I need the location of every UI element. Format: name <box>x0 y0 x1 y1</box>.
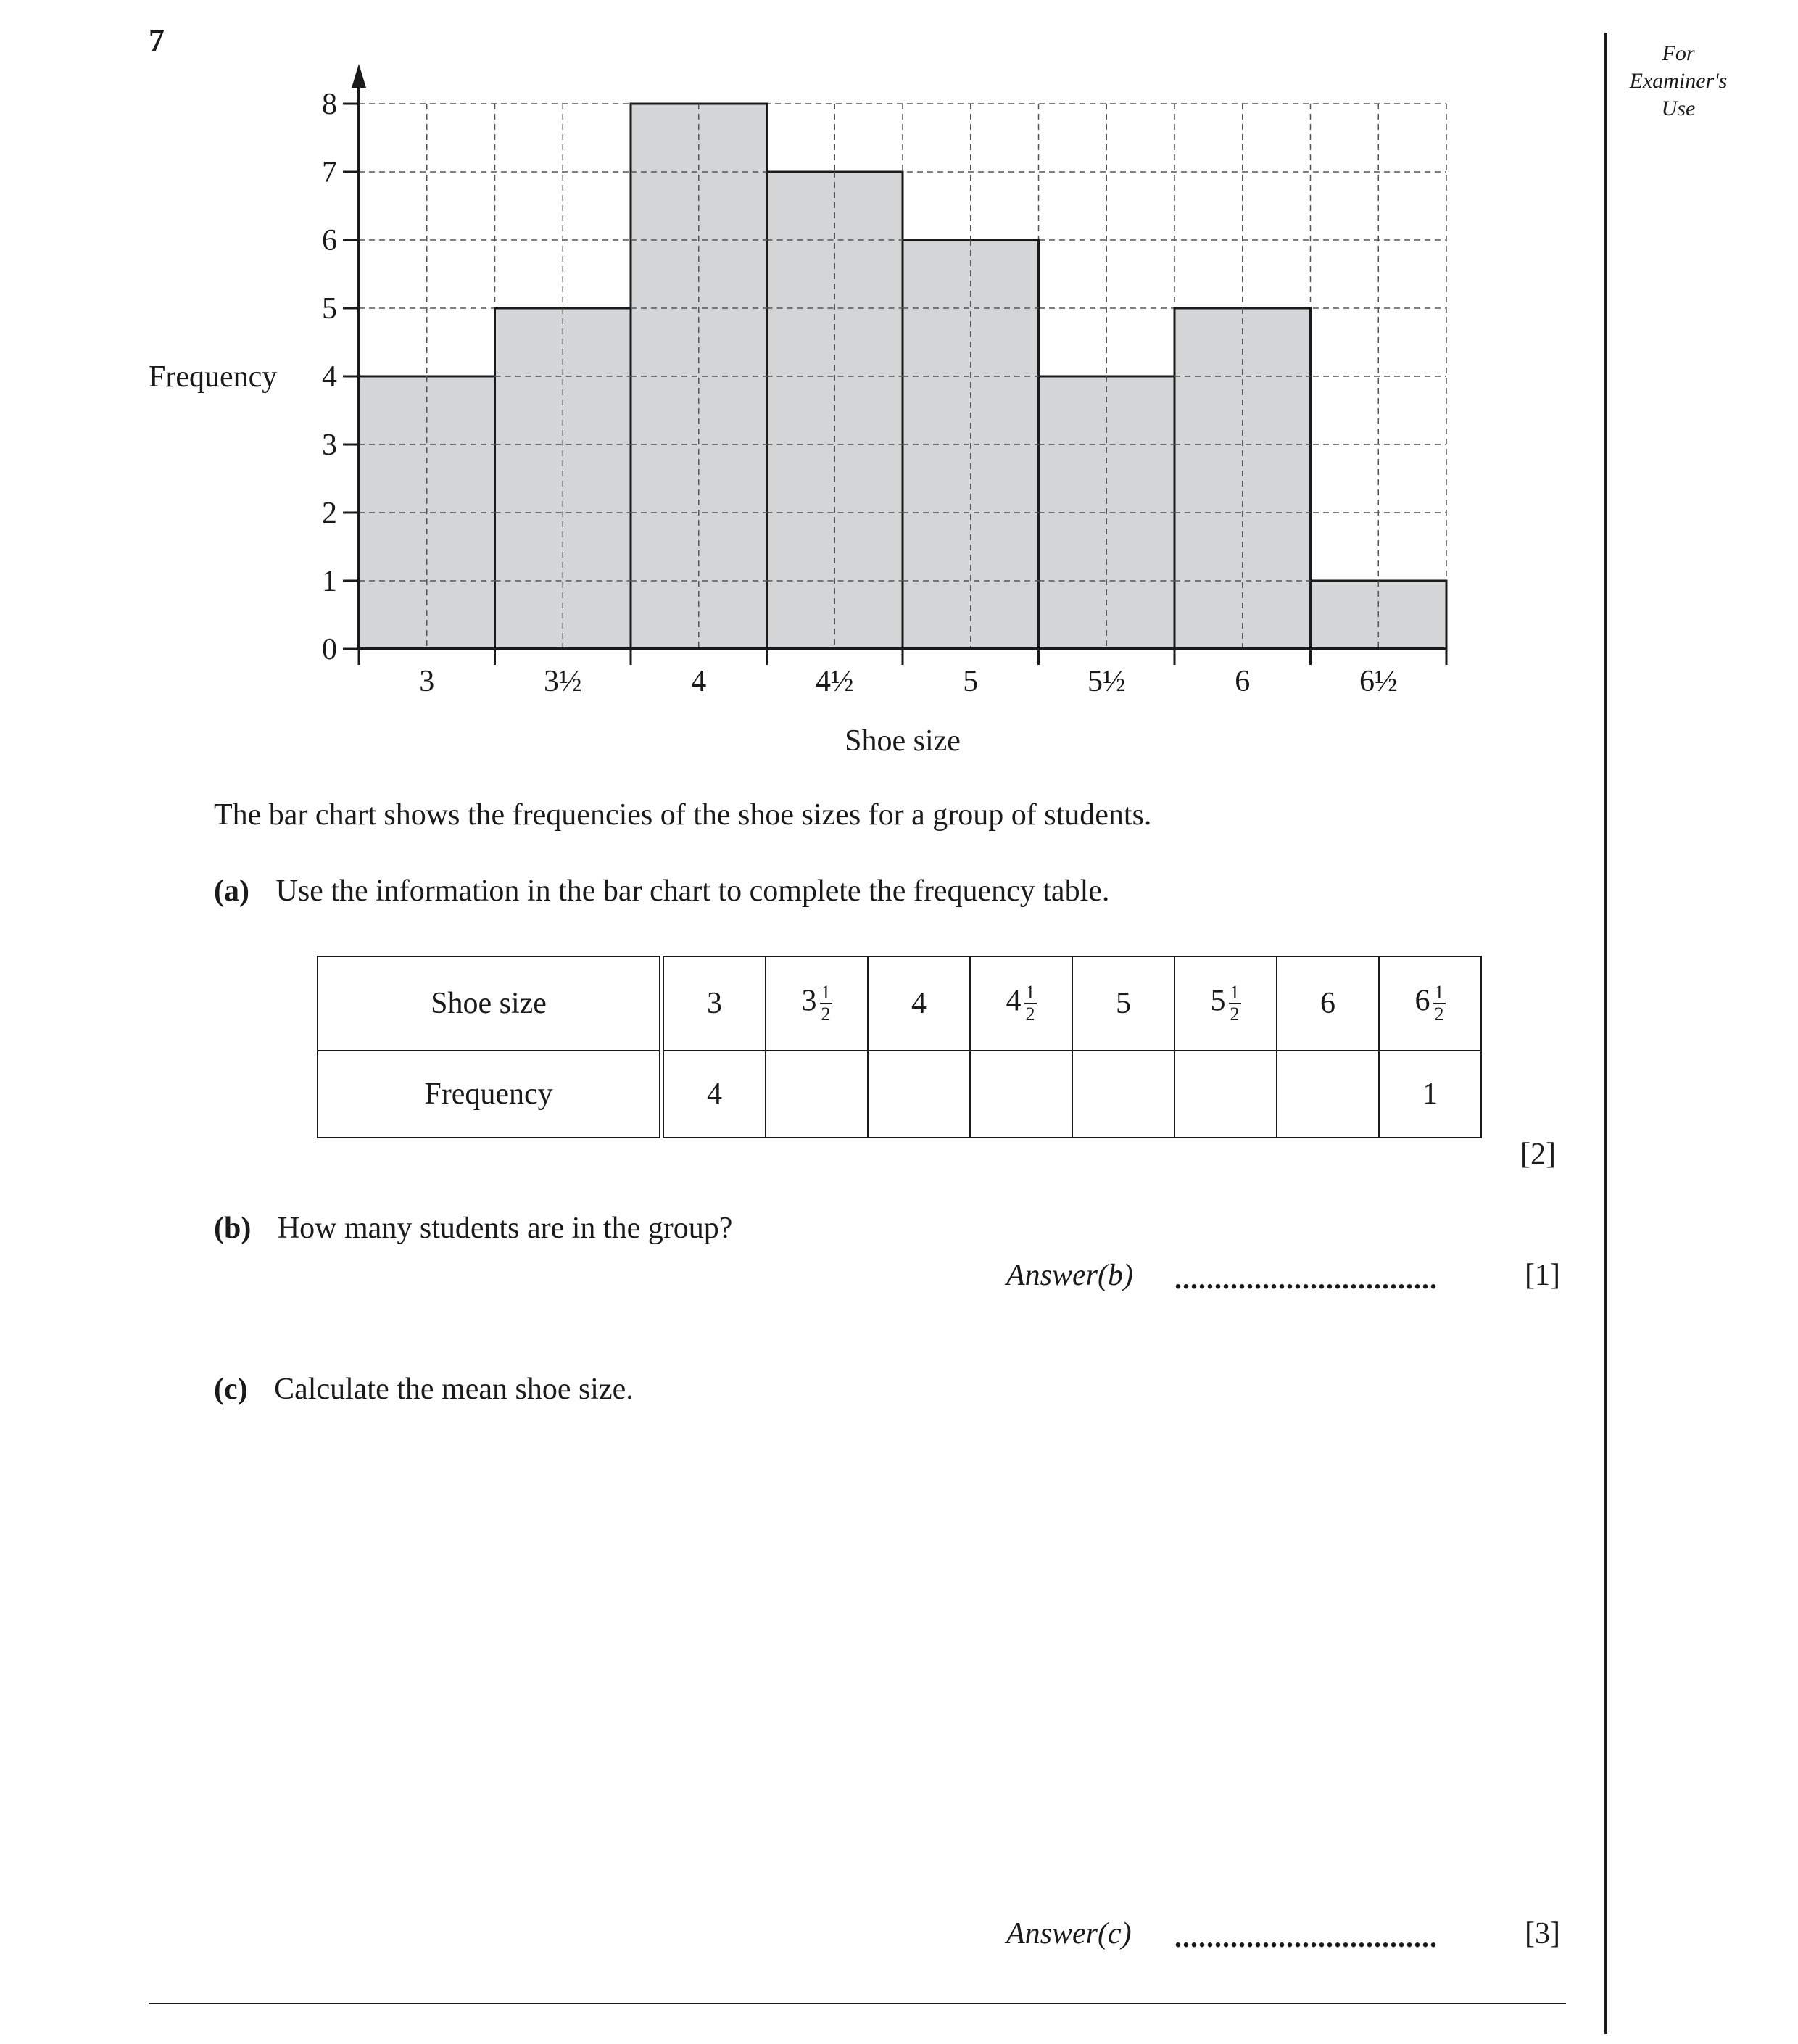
fraction-numerator: 1 <box>1230 982 1240 1003</box>
y-tick-label: 1 <box>322 565 337 598</box>
answer-c-field[interactable]: ................................. <box>1174 1921 1438 1953</box>
size-cell <box>662 956 766 1051</box>
examiner-line-3: Use <box>1661 96 1696 120</box>
fraction-denominator: 2 <box>1434 1004 1444 1025</box>
examiner-line-1: For <box>1662 41 1695 65</box>
y-tick-label: 4 <box>322 360 337 394</box>
x-axis-label: Shoe size <box>845 724 961 758</box>
size-whole: 5 <box>1116 987 1131 1020</box>
size-fraction <box>1433 982 1446 1025</box>
chart-bars <box>359 104 1446 649</box>
frequency-header: Frequency <box>318 1051 662 1138</box>
frequency-row <box>318 1051 1481 1138</box>
size-fraction <box>820 982 832 1025</box>
y-tick-label: 3 <box>322 429 337 462</box>
part-b-marks: [1] <box>1525 1259 1560 1292</box>
part-b-text: How many students are in the group? <box>277 1212 733 1245</box>
part-a-letter: (a) <box>214 874 249 908</box>
x-tick-label: 4 <box>691 665 707 698</box>
fraction-denominator: 2 <box>821 1004 831 1025</box>
x-tick-label: 3 <box>419 665 435 698</box>
frequency-cell[interactable] <box>970 1051 1072 1138</box>
x-tick-label: 5½ <box>1088 665 1126 698</box>
size-whole: 4 <box>1006 984 1022 1018</box>
part-c-marks: [3] <box>1525 1917 1560 1950</box>
answer-b-field[interactable]: ................................. <box>1174 1262 1438 1295</box>
size-fraction <box>1024 982 1037 1025</box>
frequency-cell[interactable] <box>1277 1051 1379 1138</box>
examiner-margin-rule <box>1604 33 1607 2034</box>
examiner-use-label <box>1613 40 1744 123</box>
fraction-denominator: 2 <box>1025 1004 1035 1025</box>
frequency-cell[interactable] <box>868 1051 970 1138</box>
y-tick-label: 7 <box>322 156 337 189</box>
size-fraction <box>1229 982 1241 1025</box>
x-tick-label: 3½ <box>544 665 582 698</box>
size-cell <box>1277 956 1379 1051</box>
x-tick-label: 5 <box>963 665 979 698</box>
frequency-table <box>317 956 1482 1138</box>
part-b <box>214 1211 732 1246</box>
size-cell <box>970 956 1072 1051</box>
page-footer-rule <box>149 2003 1566 2004</box>
size-cell <box>1379 956 1481 1051</box>
frequency-cell: 4 <box>662 1051 766 1138</box>
shoe-size-header: Shoe size <box>318 956 662 1051</box>
size-whole: 3 <box>801 984 817 1018</box>
frequency-cell[interactable] <box>1174 1051 1277 1138</box>
size-cell <box>868 956 970 1051</box>
size-whole: 6 <box>1414 984 1430 1018</box>
intro-text: The bar chart shows the frequencies of the shoe sizes for a group of students. <box>214 798 1152 832</box>
y-tick-label: 0 <box>322 633 337 666</box>
size-cell <box>766 956 868 1051</box>
question-number: 7 <box>149 22 165 58</box>
y-tick-label: 2 <box>322 497 337 530</box>
part-c <box>214 1372 634 1407</box>
y-axis-arrow <box>352 64 366 88</box>
frequency-cell: 1 <box>1379 1051 1481 1138</box>
y-axis-label: Frequency <box>149 360 278 394</box>
shoe-size-row <box>318 956 1481 1051</box>
x-tick-label: 4½ <box>816 665 854 698</box>
frequency-cell[interactable] <box>766 1051 868 1138</box>
answer-c-label: Answer(c) <box>1006 1917 1132 1950</box>
fraction-numerator: 1 <box>1025 982 1035 1003</box>
size-whole: 3 <box>707 987 722 1020</box>
part-c-text: Calculate the mean shoe size. <box>274 1373 634 1406</box>
part-b-letter: (b) <box>214 1212 252 1245</box>
fraction-numerator: 1 <box>1434 982 1444 1003</box>
part-c-letter: (c) <box>214 1373 248 1406</box>
part-a-text: Use the information in the bar chart to complete the frequency table. <box>276 874 1110 908</box>
size-whole: 6 <box>1320 987 1335 1020</box>
size-whole: 5 <box>1210 984 1226 1018</box>
size-cell <box>1174 956 1277 1051</box>
size-cell <box>1072 956 1174 1051</box>
answer-b-label: Answer(b) <box>1006 1259 1133 1292</box>
x-tick-label: 6½ <box>1359 665 1398 698</box>
part-a-marks: [2] <box>1520 1138 1556 1171</box>
fraction-denominator: 2 <box>1230 1004 1240 1025</box>
shoe-size-bar-chart <box>138 58 1479 769</box>
y-tick-label: 6 <box>322 224 337 257</box>
examiner-line-2: Examiner's <box>1629 69 1728 93</box>
part-a <box>214 874 1109 909</box>
x-tick-label: 6 <box>1235 665 1251 698</box>
fraction-numerator: 1 <box>821 982 831 1003</box>
frequency-cell[interactable] <box>1072 1051 1174 1138</box>
size-whole: 4 <box>911 987 927 1020</box>
y-tick-label: 5 <box>322 292 337 326</box>
y-tick-label: 8 <box>322 88 337 121</box>
